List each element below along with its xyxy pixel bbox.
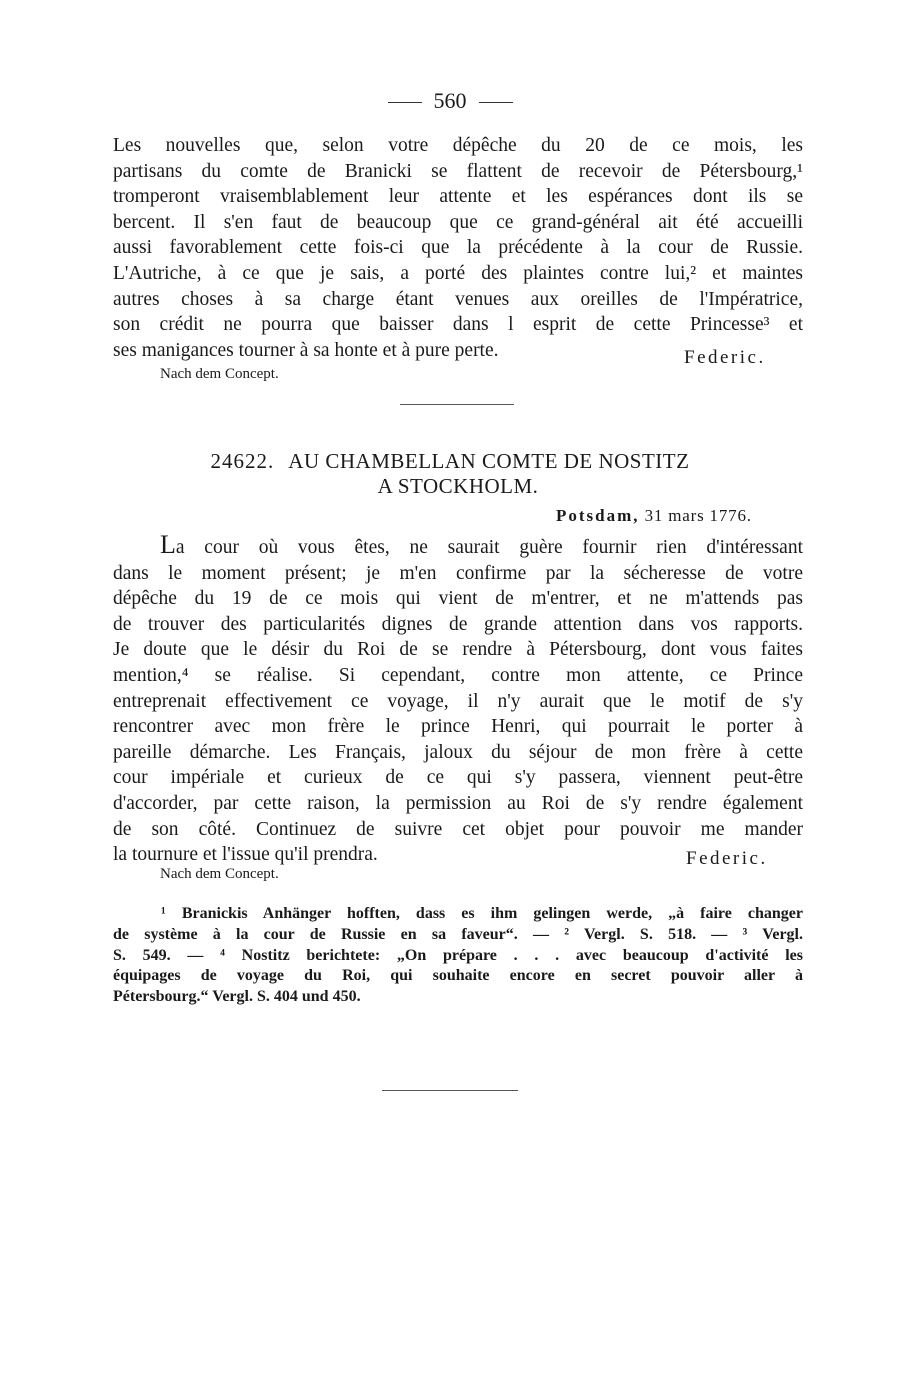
letter1-body bbox=[113, 133, 803, 363]
letter2-line: de trouver des particularités dignes de grande attention dans vos rapports. bbox=[113, 613, 803, 635]
letter1-source: Nach dem Concept. bbox=[160, 366, 279, 382]
letter1-line: L'Autriche, à ce que je sais, a porté des plaintes contre lui,² et maintes bbox=[113, 262, 803, 284]
section-divider bbox=[400, 404, 514, 405]
letter2-line-first bbox=[113, 532, 803, 561]
letter2-line: dépêche du 19 de ce mois qui vient de m'entrer, et ne m'attends pas bbox=[113, 588, 803, 610]
page-number: 560 bbox=[433, 88, 467, 113]
letter1-line: bercent. Il s'en faut de beaucoup que ce grand-général ait été accueilli bbox=[113, 211, 803, 233]
letter1-line: partisans du comte de Branicki se flattent de recevoir de Pétersbourg,¹ bbox=[113, 160, 803, 182]
letter2-line: dans le moment présent; je m'en confirme par la sécheresse de votre bbox=[113, 562, 803, 584]
letter2-line-first-text: a cour où vous êtes, ne saurait guère fournir rien d'intéressant bbox=[175, 537, 803, 558]
bottom-divider bbox=[382, 1090, 518, 1091]
page-header bbox=[0, 88, 900, 114]
letter2-line: pareille démarche. Les Français, jaloux du séjour de mon frère à cette bbox=[113, 741, 803, 763]
letter2-date-place: Potsdam, bbox=[556, 506, 640, 525]
letter2-signature: Federic. bbox=[686, 848, 768, 869]
letter1-line: aussi favorablement cette fois-ci que la précédente à la cour de Russie. bbox=[113, 237, 803, 259]
letter2-dateline bbox=[556, 506, 752, 526]
letter2-line: mention,⁴ se réalise. Si cependant, contre mon attente, ce Prince bbox=[113, 664, 803, 686]
letter2-number: 24622. bbox=[210, 449, 275, 473]
footnote-line: S. 549. — ⁴ Nostitz berichtete: „On prépare . . . avec beaucoup d'activité les bbox=[113, 946, 803, 964]
footnotes bbox=[113, 904, 803, 1008]
letter2-date: 31 mars 1776. bbox=[644, 506, 752, 525]
letter1-line: ses manigances tourner à sa honte et à pure perte. bbox=[113, 339, 499, 361]
letter2-title-line2: A STOCKHOLM. bbox=[377, 474, 539, 498]
letter2-line: rencontrer avec mon frère le prince Henri, qui pourrait le porter à bbox=[113, 716, 803, 738]
letter2-source: Nach dem Concept. bbox=[160, 866, 279, 882]
letter2-line: d'accorder, par cette raison, la permission au Roi de s'y rendre également bbox=[113, 792, 803, 814]
letter1-line: autres choses à sa charge étant venues aux oreilles de l'Impératrice, bbox=[113, 288, 803, 310]
letter1-signature: Federic. bbox=[684, 347, 766, 368]
footnote-line: ¹ Branickis Anhänger hofften, dass es ihm gelingen werde, „à faire changer bbox=[161, 905, 803, 922]
letter2-body bbox=[113, 532, 803, 868]
footnote-line: Pétersbourg.“ Vergl. S. 404 und 450. bbox=[113, 988, 361, 1006]
letter2-line: de son côté. Continuez de suivre cet objet pour pouvoir me mander bbox=[113, 818, 803, 840]
letter2-line: la tournure et l'issue qu'il prendra. bbox=[113, 844, 378, 866]
footnote-line: équipages de voyage du Roi, qui souhaite encore en secret pouvoir aller à bbox=[113, 967, 803, 985]
letter2-line: cour impériale et curieux de ce qui s'y passera, viennent peut-être bbox=[113, 767, 803, 789]
letter2-line: entreprenait effectivement ce voyage, il n'y aurait que le motif de s'y bbox=[113, 690, 803, 712]
letter2-title-line1: AU CHAMBELLAN COMTE DE NOSTITZ bbox=[288, 449, 690, 473]
letter2-title bbox=[0, 449, 900, 474]
header-dash-right bbox=[479, 102, 513, 103]
letter2-initial: L bbox=[160, 532, 176, 559]
header-dash-left bbox=[388, 102, 422, 103]
letter1-line: son crédit ne pourra que baisser dans l esprit de cette Princesse³ et bbox=[113, 314, 803, 336]
footnote-line: de système à la cour de Russie en sa faveur“. — ² Vergl. S. 518. — ³ Vergl. bbox=[113, 925, 803, 943]
letter1-line: tromperont vraisemblablement leur attente et les espérances dont ils se bbox=[113, 186, 803, 208]
letter2-line: Je doute que le désir du Roi de se rendre à Pétersbourg, dont vous faites bbox=[113, 639, 803, 661]
letter1-line: Les nouvelles que, selon votre dépêche du 20 de ce mois, les bbox=[113, 135, 803, 156]
